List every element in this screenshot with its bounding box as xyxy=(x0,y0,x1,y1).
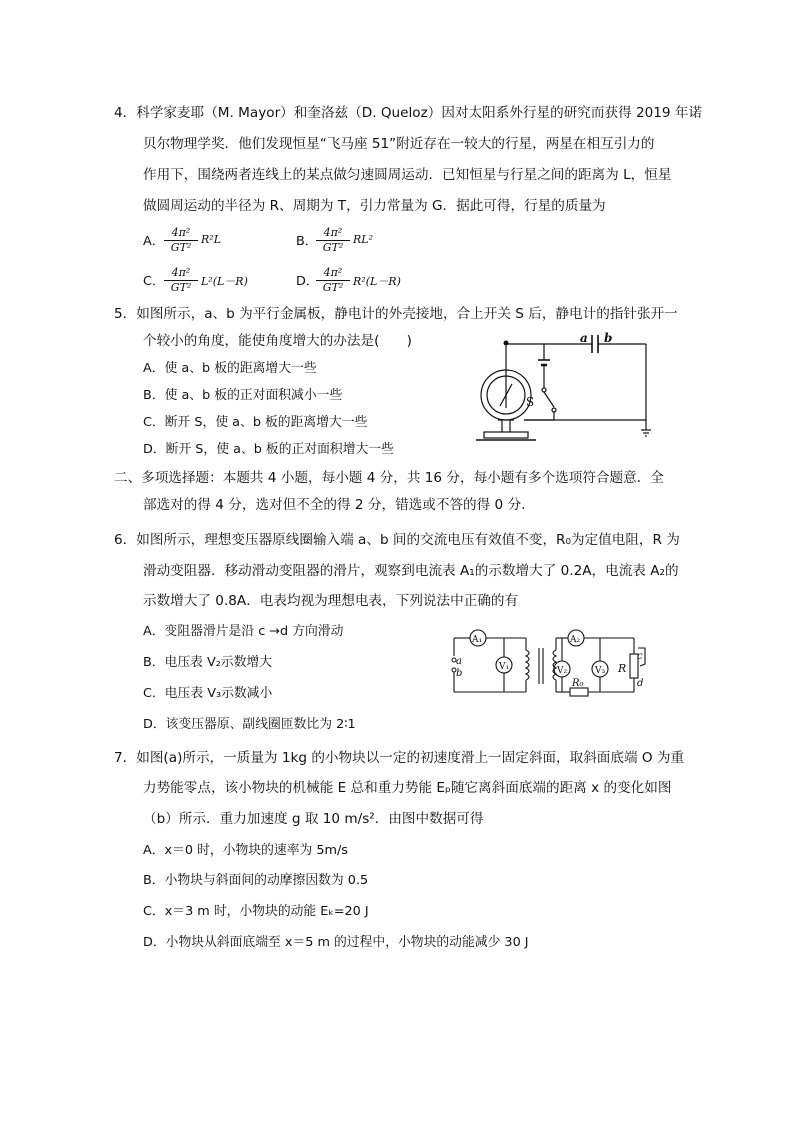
q5-fig-label-b: b xyxy=(604,331,613,345)
q6-stem-line1: 6．如图所示，理想变压器原线圈输入端 a、b 间的交流电压有效值不变，R₀为定值电阻，R 为 xyxy=(114,532,680,548)
q4-option-b-label: B． xyxy=(296,234,318,249)
q6-fig-label-v1: V₁ xyxy=(499,662,510,672)
q5-stem-line1: 5．如图所示，a、b 为平行金属板，静电计的外壳接地，合上开关 S 后，静电计的指针张开一 xyxy=(114,306,678,322)
q5-option-b: B．使 a、b 板的正对面积减小一些 xyxy=(143,388,343,403)
q7-option-b: B．小物块与斜面间的动摩擦因数为 0.5 xyxy=(143,873,369,888)
q6-fig-label-v3: V₃ xyxy=(595,666,606,676)
q4-option-a-label: A． xyxy=(143,234,165,249)
q4-stem-line1: 4．科学家麦耶（M. Mayor）和奎洛兹（D. Queloz）因对太阳系外行星的研究而获得 2019 年诺 xyxy=(114,105,703,121)
section2-heading-line2: 部选对的得 4 分，选对但不全的得 2 分，错选或不答的得 0 分. xyxy=(143,497,526,513)
q5-electrometer-circuit-figure xyxy=(462,330,662,452)
q7-stem-line1: 7．如图(a)所示，一质量为 1kg 的小物块以一定的初速度滑上一固定斜面，取斜面底端 O 为重 xyxy=(114,750,685,766)
q7-option-a: A．x＝0 时，小物块的速率为 5m/s xyxy=(143,843,348,858)
q6-option-b: B．电压表 V₂示数增大 xyxy=(143,655,273,670)
q4-option-d-label: D． xyxy=(296,274,319,289)
q5-option-a: A．使 a、b 板的距离增大一些 xyxy=(143,361,317,376)
q4-stem-line4: 做圆周运动的半径为 R、周期为 T，引力常量为 G．据此可得，行星的质量为 xyxy=(143,198,606,214)
q7-stem-line2: 力势能零点，该小物块的机械能 E 总和重力势能 Eₚ随它离斜面底端的距离 x 的变化如图 xyxy=(143,780,672,796)
q6-fig-label-b: b xyxy=(456,668,463,679)
q4-stem-line2: 贝尔物理学奖．他们发现恒星“飞马座 51”附近存在一较大的行星，两星在相互引力的 xyxy=(143,136,655,152)
section2-heading-line1: 二、多项选择题：本题共 4 小题，每小题 4 分，共 16 分，每小题有多个选项符合题意．全 xyxy=(114,470,664,486)
q4-option-c-label: C． xyxy=(143,274,165,289)
q6-fig-label-c: c xyxy=(637,651,643,662)
q5-stem-line2: 个较小的角度，能使角度增大的办法是( ) xyxy=(143,333,412,349)
q5-option-c: C．断开 S，使 a、b 板的距离增大一些 xyxy=(143,415,368,430)
q5-fig-label-s: S xyxy=(526,395,535,409)
q6-fig-label-v2: V₂ xyxy=(557,666,568,676)
q7-option-c: C．x＝3 m 时，小物块的动能 Eₖ=20 J xyxy=(143,904,369,919)
q4-stem-line3: 作用下，围绕两者连线上的某点做匀速圆周运动．已知恒星与行星之间的距离为 L，恒星 xyxy=(143,167,672,183)
q5-option-d: D．断开 S，使 a、b 板的正对面积增大一些 xyxy=(143,442,394,457)
q6-stem-line3: 示数增大了 0.8A．电表均视为理想电表，下列说法中正确的有 xyxy=(143,593,519,609)
q7-option-d: D．小物块从斜面底端至 x＝5 m 的过程中，小物块的动能减少 30 J xyxy=(143,935,529,950)
q6-fig-label-r0: R₀ xyxy=(572,678,584,689)
q7-stem-line3: （b）所示．重力加速度 g 取 10 m/s²．由图中数据可得 xyxy=(143,811,484,827)
q6-option-d: D．该变压器原、副线圈匝数比为 2∶1 xyxy=(143,717,356,732)
q5-fig-label-a: a xyxy=(580,331,588,345)
q6-fig-label-a: a xyxy=(456,656,462,667)
q6-fig-label-a1: A₁ xyxy=(472,635,483,645)
q6-fig-label-a2: A₂ xyxy=(570,635,581,645)
q6-option-c: C．电压表 V₃示数减小 xyxy=(143,686,273,701)
q6-transformer-circuit-figure xyxy=(444,626,656,704)
q6-fig-label-r: R xyxy=(618,662,627,675)
q6-stem-line2: 滑动变阻器．移动滑动变阻器的滑片，观察到电流表 A₁的示数增大了 0.2A，电流表 A₂的 xyxy=(143,563,679,579)
q6-fig-label-d: d xyxy=(637,678,644,689)
q6-option-a: A．变阻器滑片是沿 c →d 方向滑动 xyxy=(143,624,344,639)
